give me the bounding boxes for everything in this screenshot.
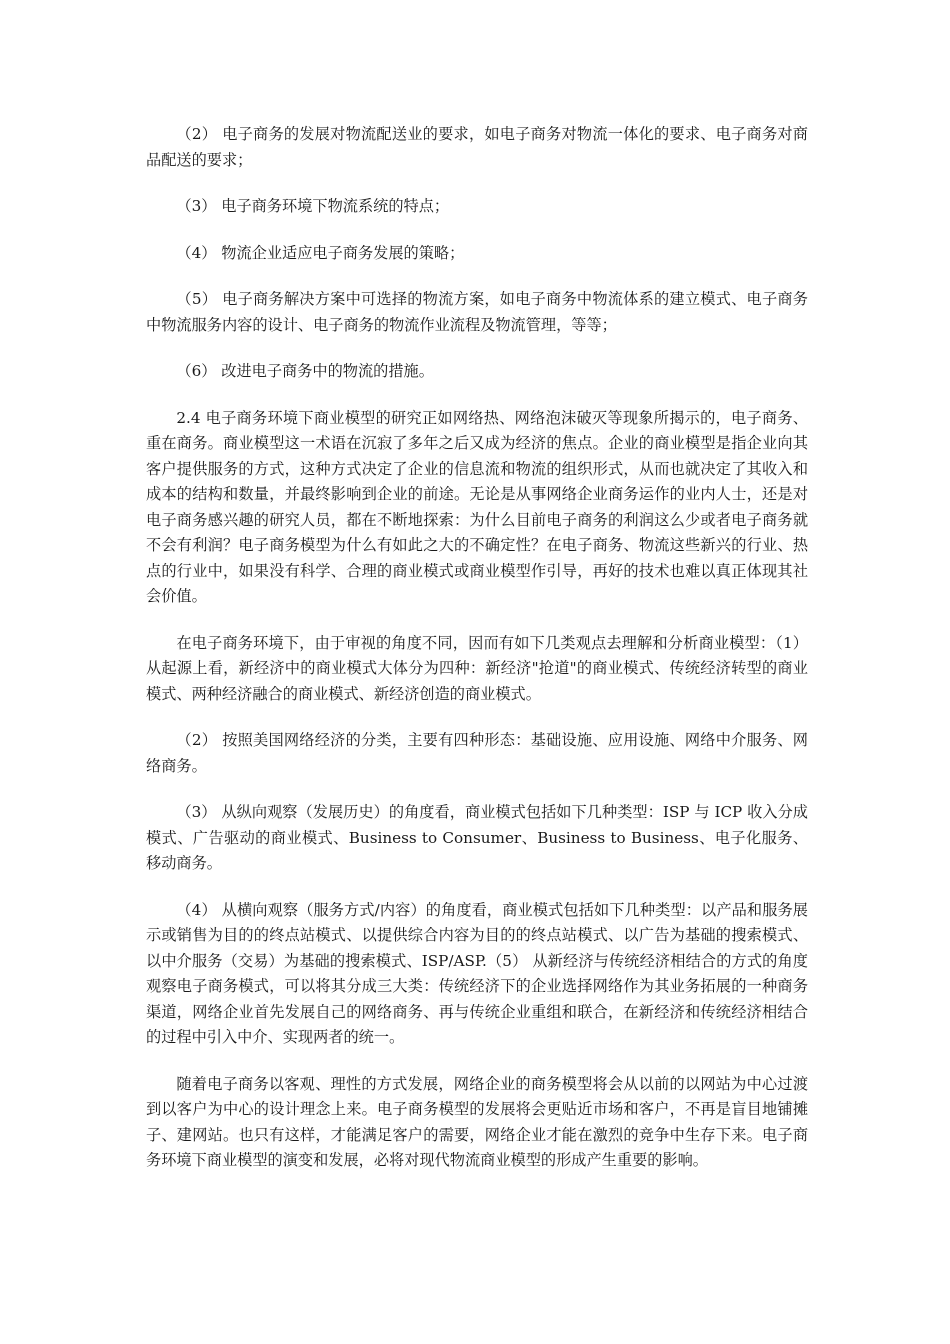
paragraph-us-classification: （2） 按照美国网络经济的分类，主要有四种形态：基础设施、应用设施、网络中介服务、网络商务。 [146, 731, 808, 775]
paragraph-6-improvements: （6） 改进电子商务中的物流的措施。 [176, 362, 434, 380]
paragraph-4-strategy: （4） 物流企业适应电子商务发展的策略； [176, 243, 465, 262]
paragraph-5-logistics-solutions: （5） 电子商务解决方案中可选择的物流方案，如电子商务中物流体系的建立模式、电子商务中物流服务内容的设计、电子商务的物流作业流程及物流管理，等等； [146, 290, 808, 334]
paragraph-2-logistics-requirements: （2） 电子商务的发展对物流配送业的要求，如电子商务对物流一体化的要求、电子商务对商品配送的要求； [146, 125, 808, 169]
paragraph-3-system-features: （3） 电子商务环境下物流系统的特点； [176, 197, 450, 215]
paragraph-vertical-view: （3） 从纵向观察（发展历史）的角度看，商业模式包括如下几种类型：ISP 与 ICP 收入分成模式、广告驱动的商业模式、Business to Consumer、Business to Business、电子化服务、移动商务。 [146, 803, 808, 872]
paragraph-section-2-4: 2.4 电子商务环境下商业模型的研究正如网络热、网络泡沫破灭等现象所揭示的，电子商务、重在商务。商业模型这一术语在沉寂了多年之后又成为经济的焦点。企业的商业模型是指企业向其客户提供服务的方式，这种方式决定了企业的信息流和物流的组织形式，从而也就决定了其收入和成本的结构和数量，并最终影响到企业的前途。无论是从事网络企业商务运作的业内人士，还是对电子商务感兴趣的研究人员，都在不断地探索：为什么目前电子商务的利润这么少或者电子商务就不会有利润？电子商务模型为什么有如此之大的不确定性？在电子商务、物流这些新兴的行业、热点的行业中，如果没有科学、合理的商业模式或商业模型作引导，再好的技术也难以真正体现其社会价值。 [146, 408, 808, 605]
paragraph-business-model-views: 在电子商务环境下，由于审视的角度不同，因而有如下几类观点去理解和分析商业模型：（1） 从起源上看，新经济中的商业模式大体分为四种：新经济"抢道"的商业模式、传统经济转型的商业模式、两种经济融合的商业模式、新经济创造的商业模式。 [146, 633, 808, 703]
paragraph-conclusion: 随着电子商务以客观、理性的方式发展，网络企业的商务模型将会从以前的以网站为中心过渡到以客户为中心的设计理念上来。电子商务模型的发展将会更贴近市场和客户，不再是盲目地铺摊子、建网站。也只有这样，才能满足客户的需要，网络企业才能在激烈的竞争中生存下来。电子商务环境下商业模型的演变和发展，必将对现代物流商业模型的形成产生重要的影响。 [146, 1074, 808, 1169]
document-body [146, 122, 808, 1195]
paragraph-horizontal-view: （4） 从横向观察（服务方式/内容）的角度看，商业模式包括如下几种类型：以产品和服务展示或销售为目的的终点站模式、以提供综合内容为目的的终点站模式、以广告为基础的搜索模式、以中介服务（交易）为基础的搜索模式、ISP/ASP.（5） 从新经济与传统经济相结合的方式的角度观察电子商务模式，可以将其分成三大类：传统经济下的企业选择网络作为其业务拓展的一种商务渠道，网络企业首先发展自己的网络商务、再与传统企业重组和联合，在新经济和传统经济相结合的过程中引入中介、实现两者的统一。 [146, 900, 808, 1046]
